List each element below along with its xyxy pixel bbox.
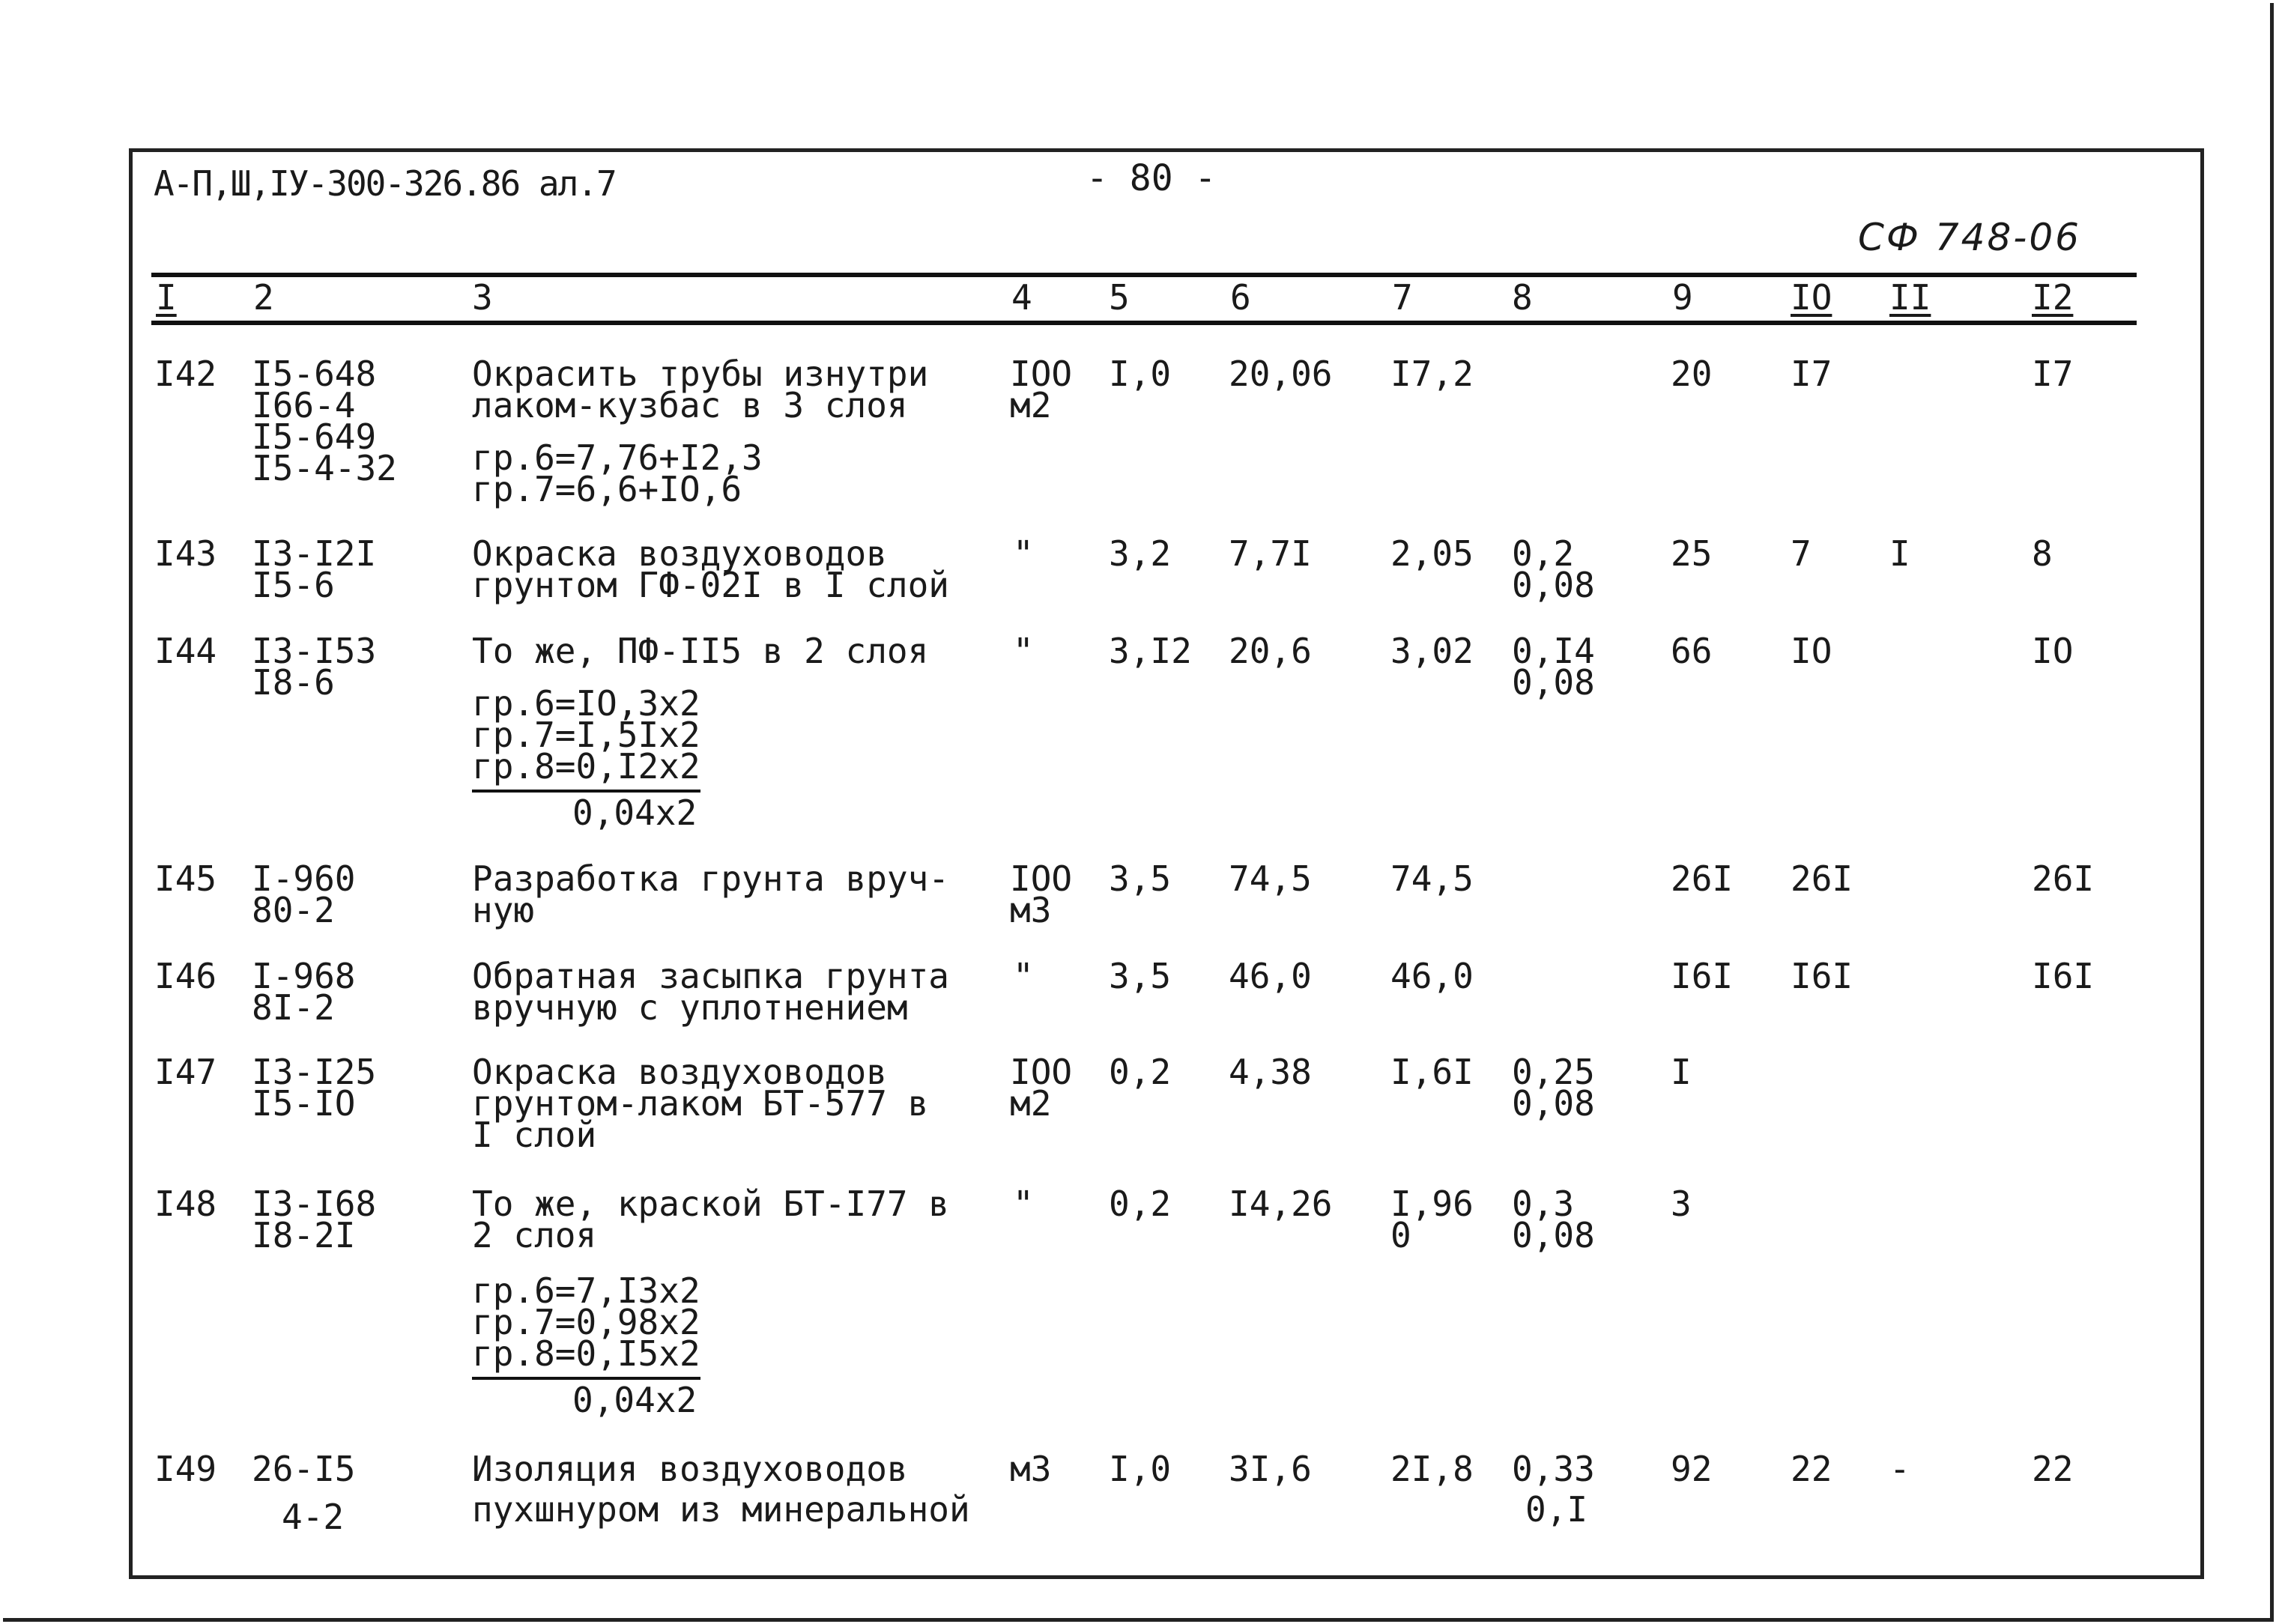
work-description: грунтом-лаком БТ-577 в xyxy=(472,1083,929,1124)
cell-col12: IO xyxy=(2032,631,2074,671)
row-number: I42 xyxy=(154,354,217,394)
formula-numerator xyxy=(472,1333,700,1374)
cell-col10: 26I xyxy=(1791,858,1853,899)
cell-col5: I,0 xyxy=(1109,1449,1172,1489)
unit: м3 xyxy=(1010,1449,1052,1489)
cell-col9: 3 xyxy=(1671,1184,1692,1224)
work-description: Окрасить трубы изнутри xyxy=(472,354,929,394)
formula: гр.7=I,5Ix2 xyxy=(472,715,700,755)
col-header-4: 4 xyxy=(1011,277,1032,318)
unit: IOO xyxy=(1010,858,1073,899)
norm-code: I8-2I xyxy=(252,1215,356,1255)
cell-col7: 3,02 xyxy=(1390,631,1474,671)
formula: гр.8=0,I2x2 xyxy=(472,746,700,793)
norm-code: I5-IO xyxy=(252,1083,356,1124)
cell-col5: 3,5 xyxy=(1109,956,1172,996)
cell-col5: 0,2 xyxy=(1109,1184,1172,1224)
col-header-1: I xyxy=(156,277,177,318)
norm-code: I5-4-32 xyxy=(252,448,397,488)
work-description: То же, ПФ-II5 в 2 слоя xyxy=(472,631,929,671)
cell-col7: I,6I xyxy=(1390,1052,1474,1092)
cell-col8: 0,08 xyxy=(1512,1215,1595,1255)
cell-col12: 26I xyxy=(2032,858,2095,899)
cell-col7: I,96 xyxy=(1390,1184,1474,1224)
work-description: Окраска воздуховодов xyxy=(472,1052,887,1092)
unit: м2 xyxy=(1010,385,1052,425)
col-header-2: 2 xyxy=(253,277,274,318)
cell-col10: 22 xyxy=(1791,1449,1832,1489)
col-header-12: I2 xyxy=(2032,277,2074,318)
work-description: вручную с уплотнением xyxy=(472,987,908,1028)
cell-col9: 20 xyxy=(1671,354,1713,394)
formula: гр.7=6,6+IO,6 xyxy=(472,469,742,509)
norm-code: I5-649 xyxy=(252,416,377,457)
col-header-7: 7 xyxy=(1392,277,1413,318)
work-description: лаком-кузбас в 3 слоя xyxy=(472,385,908,425)
cell-col6: 74,5 xyxy=(1229,858,1312,899)
row-number: I44 xyxy=(154,631,217,671)
formula: гр.6=7,76+I2,3 xyxy=(472,437,763,478)
formula: гр.6=IO,3x2 xyxy=(472,683,700,724)
norm-code: I3-I68 xyxy=(252,1184,377,1224)
unit: м2 xyxy=(1010,1083,1052,1124)
norm-code: 26-I5 xyxy=(252,1449,356,1489)
cell-col7: 2,05 xyxy=(1390,533,1474,574)
norm-code: 80-2 xyxy=(252,890,335,930)
row-number: I47 xyxy=(154,1052,217,1092)
handwritten-reference: СФ 748-06 xyxy=(1858,216,2081,259)
table-top-rule xyxy=(151,273,2137,277)
work-description: То же, краской БТ-I77 в xyxy=(472,1184,949,1224)
cell-col9: 66 xyxy=(1671,631,1713,671)
formula: гр.7=0,98x2 xyxy=(472,1302,700,1342)
norm-code: I5-648 xyxy=(252,354,377,394)
row-number: I49 xyxy=(154,1449,217,1489)
cell-col8: 0,08 xyxy=(1512,565,1595,605)
unit: IOO xyxy=(1010,354,1073,394)
col-header-6: 6 xyxy=(1230,277,1251,318)
formula: гр.6=7,I3x2 xyxy=(472,1270,700,1311)
cell-col6: 3I,6 xyxy=(1229,1449,1312,1489)
norm-code: I3-I53 xyxy=(252,631,377,671)
row-number: I43 xyxy=(154,533,217,574)
cell-col8: 0,I xyxy=(1525,1489,1588,1530)
work-description: грунтом ГФ-02I в I слой xyxy=(472,565,949,605)
document-code: А-П,Ш,ІУ-300-326.86 ал.7 xyxy=(154,163,616,204)
cell-col7: 0 xyxy=(1390,1215,1411,1255)
norm-code: I3-I2I xyxy=(252,533,377,574)
work-description: 2 слоя xyxy=(472,1215,597,1255)
formula: гр.8=0,I5x2 xyxy=(472,1333,700,1380)
cell-col6: 4,38 xyxy=(1229,1052,1312,1092)
row-number: I45 xyxy=(154,858,217,899)
norm-code: I5-6 xyxy=(252,565,335,605)
formula-denominator: 0,04x2 xyxy=(572,1380,697,1420)
cell-col11: - xyxy=(1889,1449,1910,1489)
cell-col12: I6I xyxy=(2032,956,2095,996)
cell-col6: 46,0 xyxy=(1229,956,1312,996)
table-header-rule xyxy=(151,321,2137,325)
col-header-5: 5 xyxy=(1109,277,1130,318)
cell-col5: I,0 xyxy=(1109,354,1172,394)
row-number: I48 xyxy=(154,1184,217,1224)
cell-col5: 3,5 xyxy=(1109,858,1172,899)
cell-col9: I6I xyxy=(1671,956,1734,996)
norm-code: I66-4 xyxy=(252,385,356,425)
unit: " xyxy=(1013,533,1034,574)
cell-col9: 26I xyxy=(1671,858,1734,899)
formula-numerator xyxy=(472,746,700,787)
cell-col6: 20,06 xyxy=(1229,354,1333,394)
cell-col9: 92 xyxy=(1671,1449,1713,1489)
cell-col12: 22 xyxy=(2032,1449,2074,1489)
unit: " xyxy=(1013,631,1034,671)
work-description: I слой xyxy=(472,1115,597,1155)
norm-code: 4-2 xyxy=(282,1497,345,1537)
unit: " xyxy=(1013,1184,1034,1224)
cell-col10: I7 xyxy=(1791,354,1832,394)
cell-col5: 3,2 xyxy=(1109,533,1172,574)
cell-col8: 0,25 xyxy=(1512,1052,1595,1092)
col-header-10: IO xyxy=(1791,277,1832,318)
formula-denominator: 0,04x2 xyxy=(572,793,697,833)
cell-col8: 0,3 xyxy=(1512,1184,1575,1224)
work-description: Изоляция воздуховодов xyxy=(472,1449,908,1489)
cell-col9: I xyxy=(1671,1052,1692,1092)
cell-col9: 25 xyxy=(1671,533,1713,574)
cell-col10: 7 xyxy=(1791,533,1812,574)
cell-col10: IO xyxy=(1791,631,1832,671)
cell-col8: 0,08 xyxy=(1512,1083,1595,1124)
cell-col6: 20,6 xyxy=(1229,631,1312,671)
norm-code: 8I-2 xyxy=(252,987,335,1028)
work-description: пухшнуром из минеральной xyxy=(472,1489,970,1530)
cell-col6: I4,26 xyxy=(1229,1184,1333,1224)
work-description: Обратная засыпка грунта xyxy=(472,956,949,996)
unit: " xyxy=(1013,956,1034,996)
row-number: I46 xyxy=(154,956,217,996)
cell-col5: 3,I2 xyxy=(1109,631,1192,671)
norm-code: I8-6 xyxy=(252,662,335,703)
norm-code: I-960 xyxy=(252,858,356,899)
cell-col12: 8 xyxy=(2032,533,2053,574)
work-description: Окраска воздуховодов xyxy=(472,533,887,574)
cell-col8: 0,08 xyxy=(1512,662,1595,703)
cell-col8: 0,2 xyxy=(1512,533,1575,574)
cell-col6: 7,7I xyxy=(1229,533,1312,574)
col-header-8: 8 xyxy=(1512,277,1533,318)
norm-code: I-968 xyxy=(252,956,356,996)
cell-col12: I7 xyxy=(2032,354,2074,394)
norm-code: I3-I25 xyxy=(252,1052,377,1092)
work-description: Разработка грунта вруч- xyxy=(472,858,949,899)
col-header-9: 9 xyxy=(1672,277,1693,318)
cell-col7: I7,2 xyxy=(1390,354,1474,394)
cell-col8: 0,I4 xyxy=(1512,631,1595,671)
cell-col7: 74,5 xyxy=(1390,858,1474,899)
cell-col10: I6I xyxy=(1791,956,1853,996)
cell-col7: 2I,8 xyxy=(1390,1449,1474,1489)
cell-col8: 0,33 xyxy=(1512,1449,1595,1489)
unit: м3 xyxy=(1010,890,1052,930)
cell-col7: 46,0 xyxy=(1390,956,1474,996)
col-header-3: 3 xyxy=(472,277,493,318)
page-number: - 80 - xyxy=(1086,157,1217,199)
col-header-11: II xyxy=(1889,277,1931,318)
cell-col11: I xyxy=(1889,533,1910,574)
work-description: ную xyxy=(472,890,535,930)
unit: IOO xyxy=(1010,1052,1073,1092)
cell-col5: 0,2 xyxy=(1109,1052,1172,1092)
